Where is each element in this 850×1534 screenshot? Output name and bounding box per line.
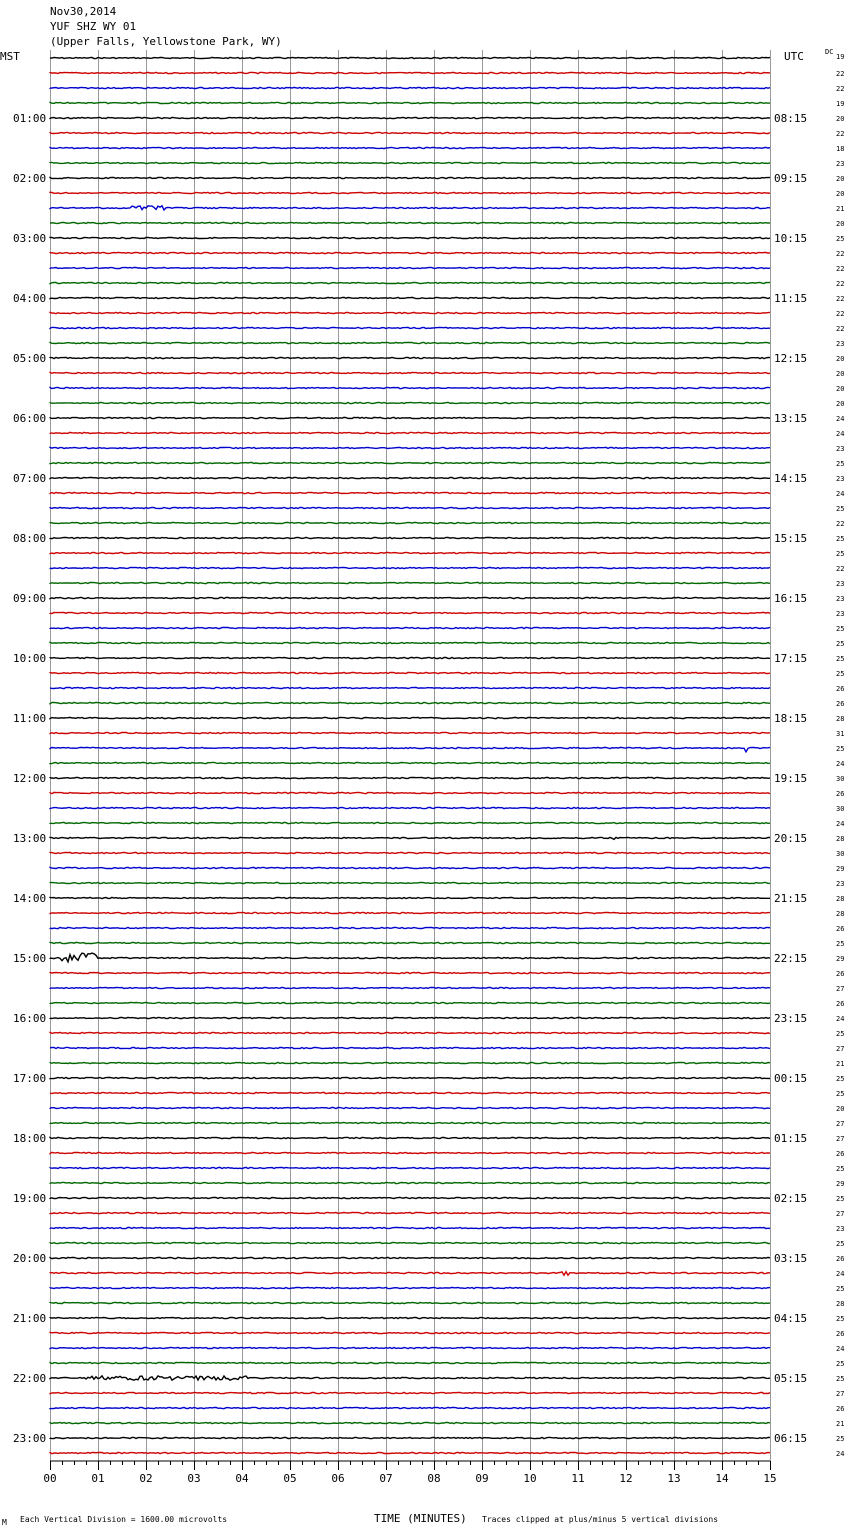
dc-offset-value: 23 bbox=[836, 475, 845, 483]
seismic-trace bbox=[50, 1182, 770, 1183]
seismic-trace bbox=[50, 282, 770, 283]
mst-hour-label: 01:00 bbox=[13, 112, 47, 125]
dc-offset-value: 23 bbox=[836, 160, 845, 168]
seismic-trace bbox=[50, 732, 770, 733]
seismic-trace bbox=[50, 1017, 770, 1018]
seismic-trace bbox=[50, 1302, 770, 1303]
dc-first-value: 19 bbox=[836, 53, 845, 61]
dc-offset-value: 25 bbox=[836, 1030, 845, 1038]
dc-offset-value: 23 bbox=[836, 610, 845, 618]
dc-offset-value: 28 bbox=[836, 835, 845, 843]
dc-offset-value: 30 bbox=[836, 775, 845, 783]
dc-offset-value: 27 bbox=[836, 1390, 845, 1398]
seismic-trace bbox=[50, 1212, 770, 1213]
dc-offset-value: 30 bbox=[836, 805, 845, 813]
seismic-trace bbox=[50, 222, 770, 223]
seismic-trace bbox=[50, 582, 770, 583]
dc-offset-value: 20 bbox=[836, 175, 845, 183]
x-tick-label: 00 bbox=[43, 1472, 57, 1485]
dc-offset-value: 24 bbox=[836, 415, 845, 423]
dc-offset-value: 20 bbox=[836, 385, 845, 393]
seismic-trace bbox=[50, 1137, 770, 1138]
dc-offset-value: 24 bbox=[836, 1270, 845, 1278]
seismic-trace bbox=[50, 462, 770, 463]
scale-note: Each Vertical Division = 1600.00 microvolts bbox=[20, 1515, 228, 1524]
mst-hour-label: 08:00 bbox=[13, 532, 47, 545]
dc-offset-value: 26 bbox=[836, 1330, 845, 1338]
x-tick-label: 07 bbox=[379, 1472, 393, 1485]
seismic-trace bbox=[50, 522, 770, 523]
dc-offset-value: 22 bbox=[836, 265, 845, 273]
utc-hour-label: 03:15 bbox=[774, 1252, 808, 1265]
seismic-trace bbox=[50, 867, 770, 868]
dc-offset-value: 28 bbox=[836, 1300, 845, 1308]
x-tick-label: 03 bbox=[187, 1472, 201, 1485]
dc-offset-value: 20 bbox=[836, 190, 845, 198]
dc-offset-value: 25 bbox=[836, 1240, 845, 1248]
dc-offset-value: 23 bbox=[836, 595, 845, 603]
seismic-trace bbox=[50, 822, 770, 823]
seismic-trace bbox=[50, 1347, 770, 1348]
seismic-trace bbox=[50, 747, 770, 751]
dc-offset-value: 28 bbox=[836, 715, 845, 723]
dc-offset-value: 19 bbox=[836, 100, 845, 108]
dc-offset-value: 22 bbox=[836, 310, 845, 318]
dc-offset-value: 22 bbox=[836, 85, 845, 93]
dc-offset-value: 25 bbox=[836, 1165, 845, 1173]
mst-hour-label: 03:00 bbox=[13, 232, 47, 245]
seismic-trace bbox=[50, 1122, 770, 1123]
dc-offset-value: 29 bbox=[836, 955, 845, 963]
dc-offset-value: 20 bbox=[836, 1105, 845, 1113]
mst-hour-label: 13:00 bbox=[13, 832, 47, 845]
x-tick-label: 05 bbox=[283, 1472, 297, 1485]
dc-offset-value: 25 bbox=[836, 460, 845, 468]
seismic-trace bbox=[50, 1362, 770, 1363]
seismic-trace bbox=[50, 612, 770, 613]
mst-hour-label: 19:00 bbox=[13, 1192, 47, 1205]
seismic-trace bbox=[50, 57, 770, 58]
dc-offset-value: 26 bbox=[836, 925, 845, 933]
mst-hour-label: 16:00 bbox=[13, 1012, 47, 1025]
seismic-trace bbox=[50, 387, 770, 388]
utc-hour-label: 08:15 bbox=[774, 112, 808, 125]
utc-hour-label: 17:15 bbox=[774, 652, 808, 665]
dc-offset-value: 27 bbox=[836, 1120, 845, 1128]
dc-offset-value: 26 bbox=[836, 970, 845, 978]
seismic-trace bbox=[50, 206, 770, 210]
dc-offset-value: 25 bbox=[836, 235, 845, 243]
seismic-trace bbox=[50, 72, 770, 73]
mst-hour-label: 10:00 bbox=[13, 652, 47, 665]
dc-offset-value: 27 bbox=[836, 1135, 845, 1143]
dc-offset-value: 30 bbox=[836, 850, 845, 858]
seismic-trace bbox=[50, 552, 770, 553]
seismic-trace bbox=[50, 447, 770, 448]
x-tick-label: 01 bbox=[91, 1472, 105, 1485]
mst-hour-label: 21:00 bbox=[13, 1312, 47, 1325]
mst-hour-label: 20:00 bbox=[13, 1252, 47, 1265]
dc-offset-value: 26 bbox=[836, 1255, 845, 1263]
seismic-trace bbox=[50, 1437, 770, 1438]
dc-offset-value: 25 bbox=[836, 940, 845, 948]
dc-offset-value: 29 bbox=[836, 1180, 845, 1188]
corner-mark: M bbox=[2, 1518, 7, 1527]
dc-offset-value: 25 bbox=[836, 1285, 845, 1293]
dc-offset-value: 26 bbox=[836, 1000, 845, 1008]
seismic-trace bbox=[50, 672, 770, 673]
seismic-trace bbox=[50, 882, 770, 883]
seismic-trace bbox=[50, 972, 770, 973]
utc-hour-label: 04:15 bbox=[774, 1312, 808, 1325]
seismic-trace bbox=[50, 987, 770, 988]
dc-offset-value: 21 bbox=[836, 1060, 845, 1068]
seismic-trace bbox=[50, 477, 770, 478]
utc-hour-label: 13:15 bbox=[774, 412, 808, 425]
recording-date: Nov30,2014 bbox=[50, 5, 117, 18]
mst-hour-label: 12:00 bbox=[13, 772, 47, 785]
dc-offset-value: 21 bbox=[836, 1420, 845, 1428]
seismic-trace bbox=[50, 1317, 770, 1318]
seismic-trace bbox=[50, 852, 770, 853]
dc-offset-value: 22 bbox=[836, 250, 845, 258]
utc-hour-label: 22:15 bbox=[774, 952, 808, 965]
dc-offset-value: 22 bbox=[836, 520, 845, 528]
mst-hour-label: 22:00 bbox=[13, 1372, 47, 1385]
seismic-trace bbox=[50, 1287, 770, 1288]
seismic-trace bbox=[50, 102, 770, 103]
x-tick-label: 06 bbox=[331, 1472, 345, 1485]
seismic-trace bbox=[50, 117, 770, 118]
dc-offset-value: 24 bbox=[836, 1450, 845, 1458]
seismic-trace bbox=[50, 1257, 770, 1258]
dc-offset-value: 25 bbox=[836, 670, 845, 678]
dc-offset-value: 24 bbox=[836, 820, 845, 828]
dc-offset-value: 26 bbox=[836, 1150, 845, 1158]
dc-offset-value: 24 bbox=[836, 1015, 845, 1023]
mst-hour-label: 11:00 bbox=[13, 712, 47, 725]
dc-offset-value: 25 bbox=[836, 1090, 845, 1098]
seismic-trace bbox=[50, 357, 770, 358]
dc-offset-value: 25 bbox=[836, 640, 845, 648]
x-tick-label: 10 bbox=[523, 1472, 537, 1485]
seismic-trace bbox=[50, 267, 770, 268]
seismic-trace bbox=[50, 252, 770, 253]
seismic-trace bbox=[50, 717, 770, 718]
mst-hour-label: 02:00 bbox=[13, 172, 47, 185]
dc-offset-value: 22 bbox=[836, 295, 845, 303]
mst-hour-label: 05:00 bbox=[13, 352, 47, 365]
seismic-trace bbox=[50, 1332, 770, 1333]
seismic-trace bbox=[50, 1062, 770, 1063]
x-tick-label: 08 bbox=[427, 1472, 441, 1485]
seismic-trace bbox=[50, 567, 770, 568]
dc-offset-value: 25 bbox=[836, 655, 845, 663]
dc-offset-value: 25 bbox=[836, 1375, 845, 1383]
seismic-trace bbox=[50, 792, 770, 793]
seismic-trace bbox=[50, 777, 770, 778]
dc-offset-value: 27 bbox=[836, 985, 845, 993]
seismic-trace bbox=[50, 132, 770, 133]
seismic-trace bbox=[50, 642, 770, 643]
dc-offset-value: 26 bbox=[836, 700, 845, 708]
dc-offset-value: 25 bbox=[836, 1075, 845, 1083]
left-timezone-label: MST bbox=[0, 50, 20, 63]
dc-offset-value: 22 bbox=[836, 325, 845, 333]
dc-offset-value: 25 bbox=[836, 505, 845, 513]
seismic-trace bbox=[50, 1077, 770, 1078]
seismic-trace bbox=[50, 1227, 770, 1228]
seismic-trace bbox=[50, 687, 770, 688]
seismic-trace bbox=[50, 432, 770, 433]
seismic-trace bbox=[50, 87, 770, 88]
seismic-trace bbox=[50, 1376, 770, 1380]
dc-offset-value: 24 bbox=[836, 430, 845, 438]
mst-hour-label: 07:00 bbox=[13, 472, 47, 485]
seismic-trace bbox=[50, 702, 770, 703]
seismic-trace bbox=[50, 237, 770, 238]
utc-hour-label: 16:15 bbox=[774, 592, 808, 605]
utc-hour-label: 06:15 bbox=[774, 1432, 808, 1445]
dc-offset-value: 20 bbox=[836, 370, 845, 378]
dc-offset-value: 25 bbox=[836, 745, 845, 753]
x-tick-label: 15 bbox=[763, 1472, 777, 1485]
seismic-trace bbox=[50, 507, 770, 508]
seismic-trace bbox=[50, 177, 770, 178]
seismic-trace bbox=[50, 1152, 770, 1153]
seismic-trace bbox=[50, 837, 770, 839]
dc-offset-value: 27 bbox=[836, 1045, 845, 1053]
dc-offset-value: 28 bbox=[836, 910, 845, 918]
x-tick-label: 14 bbox=[715, 1472, 729, 1485]
utc-hour-label: 09:15 bbox=[774, 172, 808, 185]
seismic-trace bbox=[50, 147, 770, 148]
dc-offset-value: 25 bbox=[836, 550, 845, 558]
mst-hour-label: 23:00 bbox=[13, 1432, 47, 1445]
utc-hour-label: 02:15 bbox=[774, 1192, 808, 1205]
dc-offset-value: 23 bbox=[836, 580, 845, 588]
seismic-trace bbox=[50, 327, 770, 328]
dc-offset-value: 23 bbox=[836, 445, 845, 453]
mst-hour-label: 09:00 bbox=[13, 592, 47, 605]
dc-offset-value: 18 bbox=[836, 145, 845, 153]
dc-offset-value: 24 bbox=[836, 760, 845, 768]
dc-offset-value: 20 bbox=[836, 115, 845, 123]
mst-hour-label: 17:00 bbox=[13, 1072, 47, 1085]
dc-offset-value: 24 bbox=[836, 490, 845, 498]
mst-hour-label: 04:00 bbox=[13, 292, 47, 305]
dc-offset-value: 29 bbox=[836, 865, 845, 873]
seismic-trace bbox=[50, 417, 770, 418]
seismic-trace bbox=[50, 402, 770, 403]
right-timezone-label: UTC bbox=[784, 50, 804, 63]
seismic-trace bbox=[50, 537, 770, 538]
seismic-trace bbox=[50, 942, 770, 943]
x-tick-label: 09 bbox=[475, 1472, 489, 1485]
utc-hour-label: 23:15 bbox=[774, 1012, 808, 1025]
seismic-trace bbox=[50, 1197, 770, 1198]
dc-offset-value: 26 bbox=[836, 1405, 845, 1413]
seismic-trace bbox=[50, 807, 770, 808]
dc-offset-value: 26 bbox=[836, 790, 845, 798]
dc-offset-value: 26 bbox=[836, 685, 845, 693]
seismic-trace bbox=[50, 342, 770, 343]
seismic-trace bbox=[50, 1407, 770, 1408]
utc-hour-label: 14:15 bbox=[774, 472, 808, 485]
seismic-trace bbox=[50, 312, 770, 313]
seismic-trace bbox=[50, 1272, 770, 1276]
dc-offset-value: 23 bbox=[836, 880, 845, 888]
seismic-trace bbox=[50, 1392, 770, 1393]
utc-hour-label: 18:15 bbox=[774, 712, 808, 725]
dc-offset-value: 22 bbox=[836, 70, 845, 78]
mst-hour-label: 14:00 bbox=[13, 892, 47, 905]
seismic-trace bbox=[50, 597, 770, 598]
dc-offset-value: 25 bbox=[836, 535, 845, 543]
utc-hour-label: 01:15 bbox=[774, 1132, 808, 1145]
dc-offset-value: 27 bbox=[836, 1210, 845, 1218]
seismic-trace bbox=[50, 1422, 770, 1423]
dc-offset-value: 25 bbox=[836, 1195, 845, 1203]
dc-offset-value: 25 bbox=[836, 1360, 845, 1368]
seismic-trace bbox=[50, 627, 770, 628]
x-tick-label: 13 bbox=[667, 1472, 681, 1485]
dc-offset-value: 20 bbox=[836, 355, 845, 363]
utc-hour-label: 19:15 bbox=[774, 772, 808, 785]
x-tick-label: 12 bbox=[619, 1472, 633, 1485]
x-tick-label: 04 bbox=[235, 1472, 249, 1485]
dc-offset-value: 24 bbox=[836, 1345, 845, 1353]
station-code: YUF SHZ WY 01 bbox=[50, 20, 137, 33]
utc-hour-label: 10:15 bbox=[774, 232, 808, 245]
dc-offset-value: 22 bbox=[836, 280, 845, 288]
seismic-trace bbox=[50, 1032, 770, 1033]
utc-hour-label: 20:15 bbox=[774, 832, 808, 845]
mst-hour-label: 15:00 bbox=[13, 952, 47, 965]
mst-hour-label: 18:00 bbox=[13, 1132, 47, 1145]
seismic-trace bbox=[50, 897, 770, 898]
seismic-trace bbox=[50, 1107, 770, 1108]
seismic-trace bbox=[50, 372, 770, 373]
station-location: (Upper Falls, Yellowstone Park, WY) bbox=[50, 35, 282, 48]
seismic-trace bbox=[50, 1242, 770, 1243]
seismic-trace bbox=[50, 927, 770, 928]
dc-offset-value: 28 bbox=[836, 895, 845, 903]
clip-note: Traces clipped at plus/minus 5 vertical divisions bbox=[482, 1515, 719, 1524]
x-tick-label: 02 bbox=[139, 1472, 153, 1485]
dc-offset-value: 25 bbox=[836, 1435, 845, 1443]
dc-offset-value: 23 bbox=[836, 1225, 845, 1233]
dc-offset-value: 22 bbox=[836, 130, 845, 138]
seismic-trace bbox=[50, 1092, 770, 1093]
seismic-trace bbox=[50, 762, 770, 763]
utc-hour-label: 12:15 bbox=[774, 352, 808, 365]
x-axis-title: TIME (MINUTES) bbox=[374, 1512, 467, 1525]
dc-offset-value: 20 bbox=[836, 220, 845, 228]
seismic-trace bbox=[50, 1002, 770, 1003]
dc-offset-value: 25 bbox=[836, 625, 845, 633]
dc-offset-value: 20 bbox=[836, 400, 845, 408]
x-tick-label: 11 bbox=[571, 1472, 585, 1485]
dc-offset-value: 22 bbox=[836, 565, 845, 573]
dc-offset-value: 31 bbox=[836, 730, 845, 738]
mst-hour-label: 06:00 bbox=[13, 412, 47, 425]
seismic-trace bbox=[50, 192, 770, 193]
seismic-trace bbox=[50, 912, 770, 913]
seismic-trace bbox=[50, 1452, 770, 1453]
seismic-trace bbox=[50, 657, 770, 658]
utc-hour-label: 05:15 bbox=[774, 1372, 808, 1385]
utc-hour-label: 00:15 bbox=[774, 1072, 808, 1085]
seismic-trace bbox=[50, 953, 770, 962]
utc-hour-label: 21:15 bbox=[774, 892, 808, 905]
seismic-trace bbox=[50, 297, 770, 298]
seismic-trace bbox=[50, 162, 770, 163]
dc-header-label: DC bbox=[825, 48, 834, 56]
dc-offset-value: 23 bbox=[836, 340, 845, 348]
dc-offset-value: 25 bbox=[836, 1315, 845, 1323]
seismic-trace bbox=[50, 1167, 770, 1168]
dc-offset-value: 21 bbox=[836, 205, 845, 213]
utc-hour-label: 15:15 bbox=[774, 532, 808, 545]
seismic-trace bbox=[50, 492, 770, 493]
utc-hour-label: 11:15 bbox=[774, 292, 808, 305]
seismic-trace bbox=[50, 1047, 770, 1048]
